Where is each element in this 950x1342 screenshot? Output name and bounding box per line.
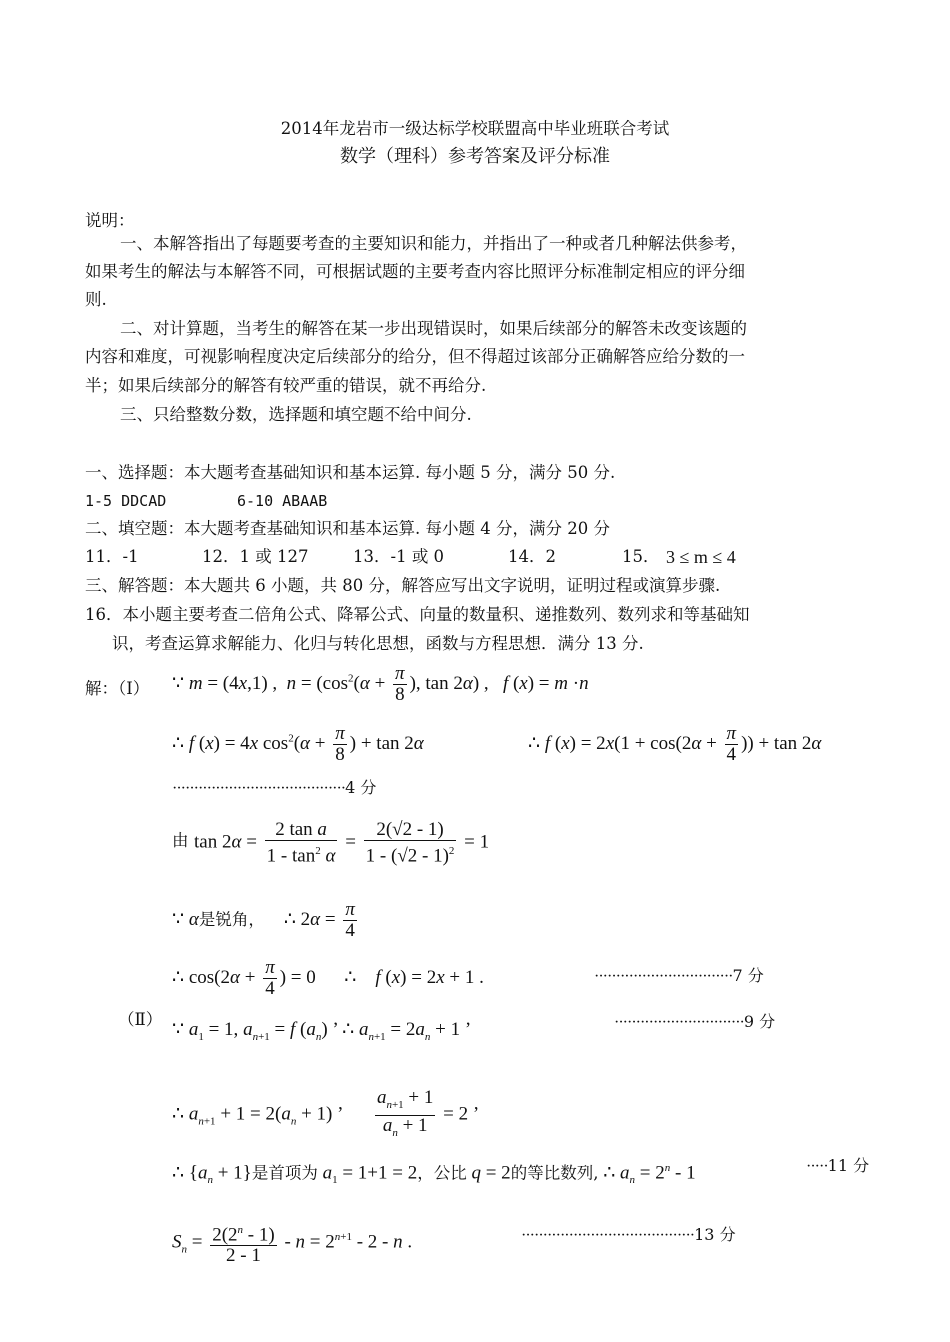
note-p2-line1: 二、对计算题，当考生的解答在某一步出现错误时，如果后续部分的解答未改变该题的	[120, 319, 747, 338]
note-p2-line3: 半；如果后续部分的解答有较严重的错误，就不再给分.	[85, 376, 487, 395]
q16-desc-line1: 16．本小题主要考查二倍角公式、降幂公式、向量的数量积、递推数列、数列求和等基础知	[85, 605, 750, 624]
part2-label: （Ⅱ）	[118, 1010, 163, 1029]
score-dots-7: ································7 分	[594, 966, 764, 985]
formula-fx-2: ∴ f (x) = 2x(1 + cos(2α + $\frac{\pi}{4}$ )) + tan 2α	[528, 723, 822, 765]
formula-an-plus-1: ∴ $a_{n+1} + 1 = 2(a_n + 1)$ ’ $\frac{a_{n+1} + 1}{a_n + 1}$ = 2 ’	[172, 1087, 480, 1139]
first-term-text: 是首项为	[251, 1163, 318, 1183]
formula-sum: $S_n$ = $\frac{2(2^n - 1)}{2 - 1}$ - $n = 2^{n+1} - 2 - n$ .	[172, 1220, 412, 1266]
q16-desc-line2: 识，考查运算求解能力、化归与转化思想，函数与方程思想．满分 13 分.	[112, 634, 644, 653]
formula-tan2a: tan 2α = $\frac{\text{2 tan a}}{1 - \tan^2 \alpha}$ = $\frac{2(√2 - 1)}{1 - (√2 - 1)^2}$ = 1	[194, 819, 490, 867]
formula-fx-1: ∴ f (x) = 4x $\cos^2(\alpha$ + $\frac{\pi}{8}$ ) + tan 2α	[172, 723, 424, 765]
score-dots-11: ·····11 分	[806, 1156, 870, 1175]
score-dots-4: ········································4 分	[172, 778, 377, 797]
note-p1-line1: 一、本解答指出了每题要考查的主要知识和能力，并指出了一种或者几种解法供参考，	[120, 234, 747, 253]
fill-answer-13: 13．-1 或 0	[353, 547, 445, 566]
fill-answer-12: 12．1 或 127	[202, 547, 309, 566]
solve-heading: 三、解答题：本大题共 6 小题，共 80 分，解答应写出文字说明，证明过程或演算步骤.	[85, 576, 721, 595]
choice-answers-1-5: 1-5 DDCAD	[85, 492, 167, 510]
ratio-text: ，公比	[417, 1163, 467, 1183]
formula-geometric: ∴ $\{a_n + 1\}$是首项为 $a_1 = 1+1 = 2$，公比 q = 2的等比数列, ∴ $a_n = 2^n - 1$	[172, 1162, 696, 1187]
score-9: 9 分	[743, 1012, 776, 1031]
fill-answer-14: 14．2	[508, 547, 556, 566]
geo-text: 的等比数列,	[510, 1163, 599, 1183]
score-dots-9: ······························9 分	[614, 1012, 776, 1031]
score-dots-13: ········································13 分	[521, 1225, 736, 1244]
page-subtitle: 数学（理科）参考答案及评分标准	[340, 146, 610, 167]
formula-acute: ∵ α是锐角， ∴ 2α = $\frac{\pi}{4}$	[172, 899, 355, 941]
formula-cos-zero: ∴ cos(2α + $\frac{\pi}{4}$ ) = 0 ∴ f (x) = 2x + 1 .	[172, 957, 484, 999]
fill-answer-11: 11．-1	[85, 547, 139, 566]
acute-text: 是锐角，	[198, 909, 265, 929]
choice-answers-6-10: 6-10 ABAAB	[237, 492, 328, 510]
solution-label: 解：（Ⅰ）	[85, 679, 150, 698]
label-you: 由	[172, 831, 189, 850]
formula-vectors: ∵ m = (4x,1) , $n = (\cos^2(\alpha$ + $\frac{\pi}{8}$ ), tan 2α) , f (x) = m ·n	[172, 663, 589, 705]
score-13: 13 分	[694, 1225, 736, 1244]
formula-recurrence: ∵ $a_1 = 1$, $a_{n+1} = f$ $(a_n)$ ’ ∴ $a_{n+1} = 2a_n + 1$ ’	[172, 1019, 472, 1043]
score-4: 4 分	[345, 778, 377, 797]
choice-heading: 一、选择题：本大题考查基础知识和基本运算. 每小题 5 分，满分 50 分.	[85, 463, 616, 482]
score-11: 11 分	[827, 1156, 870, 1175]
notes-heading: 说明：	[85, 211, 135, 230]
page-title: 2014年龙岩市一级达标学校联盟高中毕业班联合考试	[280, 119, 670, 138]
score-7: 7 分	[732, 966, 764, 985]
note-p1-line3: 则.	[85, 290, 107, 309]
fill-answer-15-math: 3 ≤ m ≤ 4	[666, 547, 736, 567]
note-p1-line2: 如果考生的解法与本解答不同，可根据试题的主要考查内容比照评分标准制定相应的评分细	[85, 262, 745, 281]
fill-answer-15: 15．	[622, 547, 660, 566]
fill-heading: 二、填空题：本大题考查基础知识和基本运算. 每小题 4 分，满分 20 分	[85, 519, 610, 538]
note-p2-line2: 内容和难度，可视影响程度决定后续部分的给分，但不得超过该部分正确解答应给分数的一	[85, 347, 745, 366]
note-p3: 三、只给整数分数，选择题和填空题不给中间分.	[120, 405, 472, 424]
